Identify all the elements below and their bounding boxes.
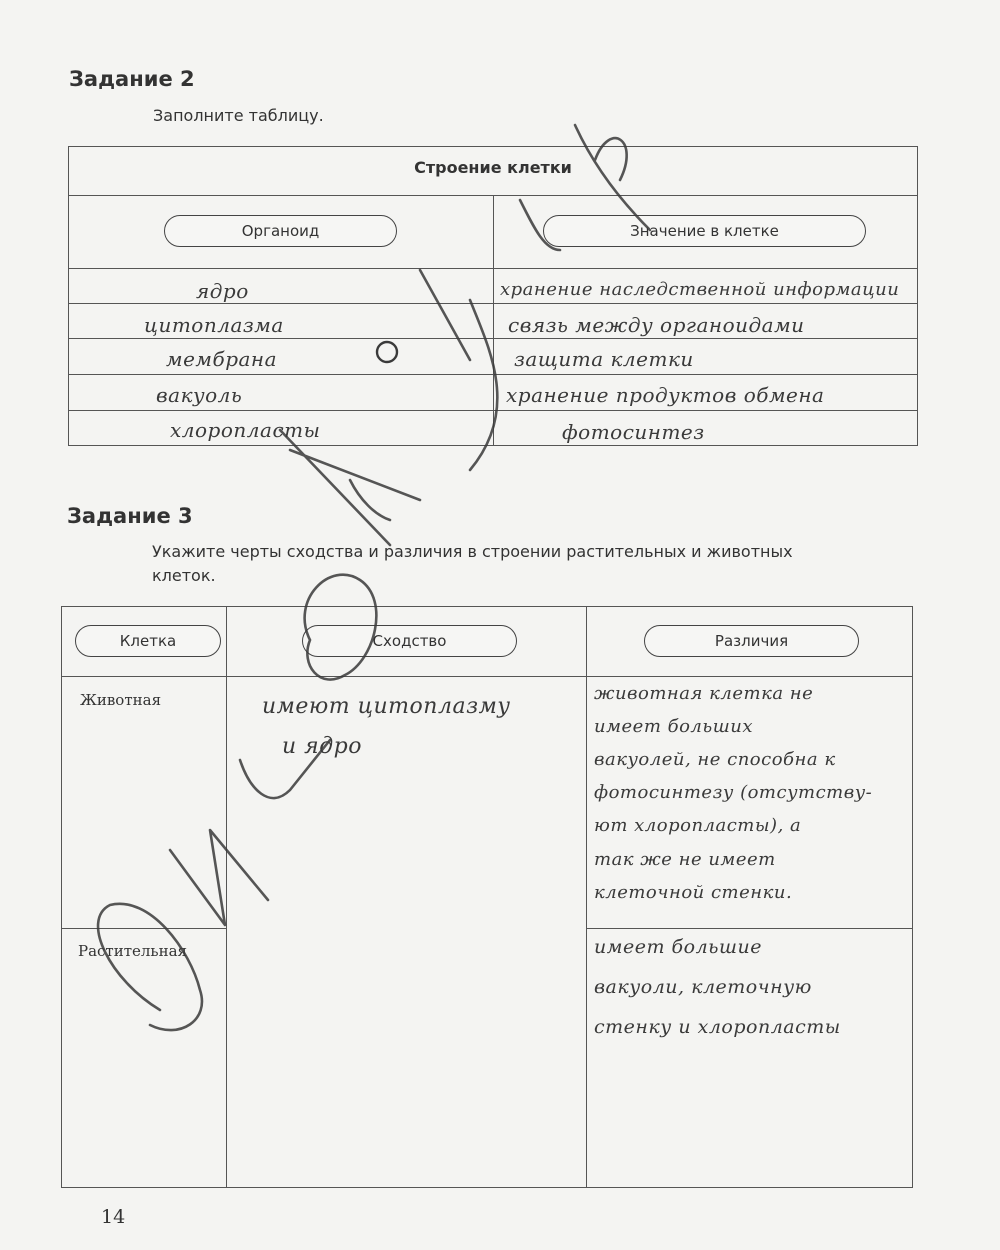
- circle-mark: [377, 342, 397, 362]
- task3-instruction-line2: клеток.: [152, 566, 216, 585]
- similarity-text: и ядро: [282, 734, 362, 759]
- table-row-organoid: вакуоль: [156, 383, 243, 407]
- table-row-organoid: хлоропласты: [170, 418, 321, 442]
- table-row-organoid: цитоплазма: [144, 313, 284, 337]
- task2-heading: Задание 2: [69, 67, 195, 91]
- animal-difference-text: вакуолей, не способна к: [594, 749, 836, 770]
- plant-difference-text: стенку и хлоропласты: [594, 1016, 841, 1038]
- page-number: 14: [101, 1206, 126, 1228]
- organoid-header: Органоид: [164, 215, 397, 247]
- table-row-meaning: хранение наследственной информации: [500, 279, 900, 300]
- animal-difference-text: имеет больших: [594, 716, 753, 737]
- difference-header: Различия: [644, 625, 859, 657]
- table-row-organoid: ядро: [196, 279, 249, 303]
- cell-header: Клетка: [75, 625, 221, 657]
- animal-difference-text: животная клетка не: [594, 683, 814, 704]
- table-row-meaning: связь между органоидами: [508, 313, 805, 337]
- table-title: Строение клетки: [414, 158, 572, 177]
- row-label-animal: Животная: [80, 691, 162, 709]
- table-row-meaning: защита клетки: [514, 347, 694, 371]
- animal-difference-text: фотосинтезу (отсутству-: [594, 782, 873, 803]
- animal-difference-text: клеточной стенки.: [594, 882, 793, 903]
- similarity-text: имеют цитоплазму: [262, 694, 511, 719]
- table-row-meaning: фотосинтез: [562, 420, 705, 444]
- plant-difference-text: имеет большие: [594, 936, 762, 958]
- task3-instruction-line1: Укажите черты сходства и различия в строении растительных и животных: [152, 542, 793, 561]
- row-label-plant: Растительная: [78, 942, 188, 960]
- table-row-meaning: хранение продуктов обмена: [506, 383, 825, 407]
- animal-difference-text: ют хлоропласты), а: [594, 815, 802, 836]
- task2-instruction: Заполните таблицу.: [153, 106, 324, 125]
- task3-heading: Задание 3: [67, 504, 193, 528]
- table-row-organoid: мембрана: [166, 347, 278, 371]
- similarity-header: Сходство: [302, 625, 517, 657]
- animal-difference-text: так же не имеет: [594, 849, 776, 870]
- meaning-header: Значение в клетке: [543, 215, 866, 247]
- plant-difference-text: вакуоли, клеточную: [594, 976, 812, 998]
